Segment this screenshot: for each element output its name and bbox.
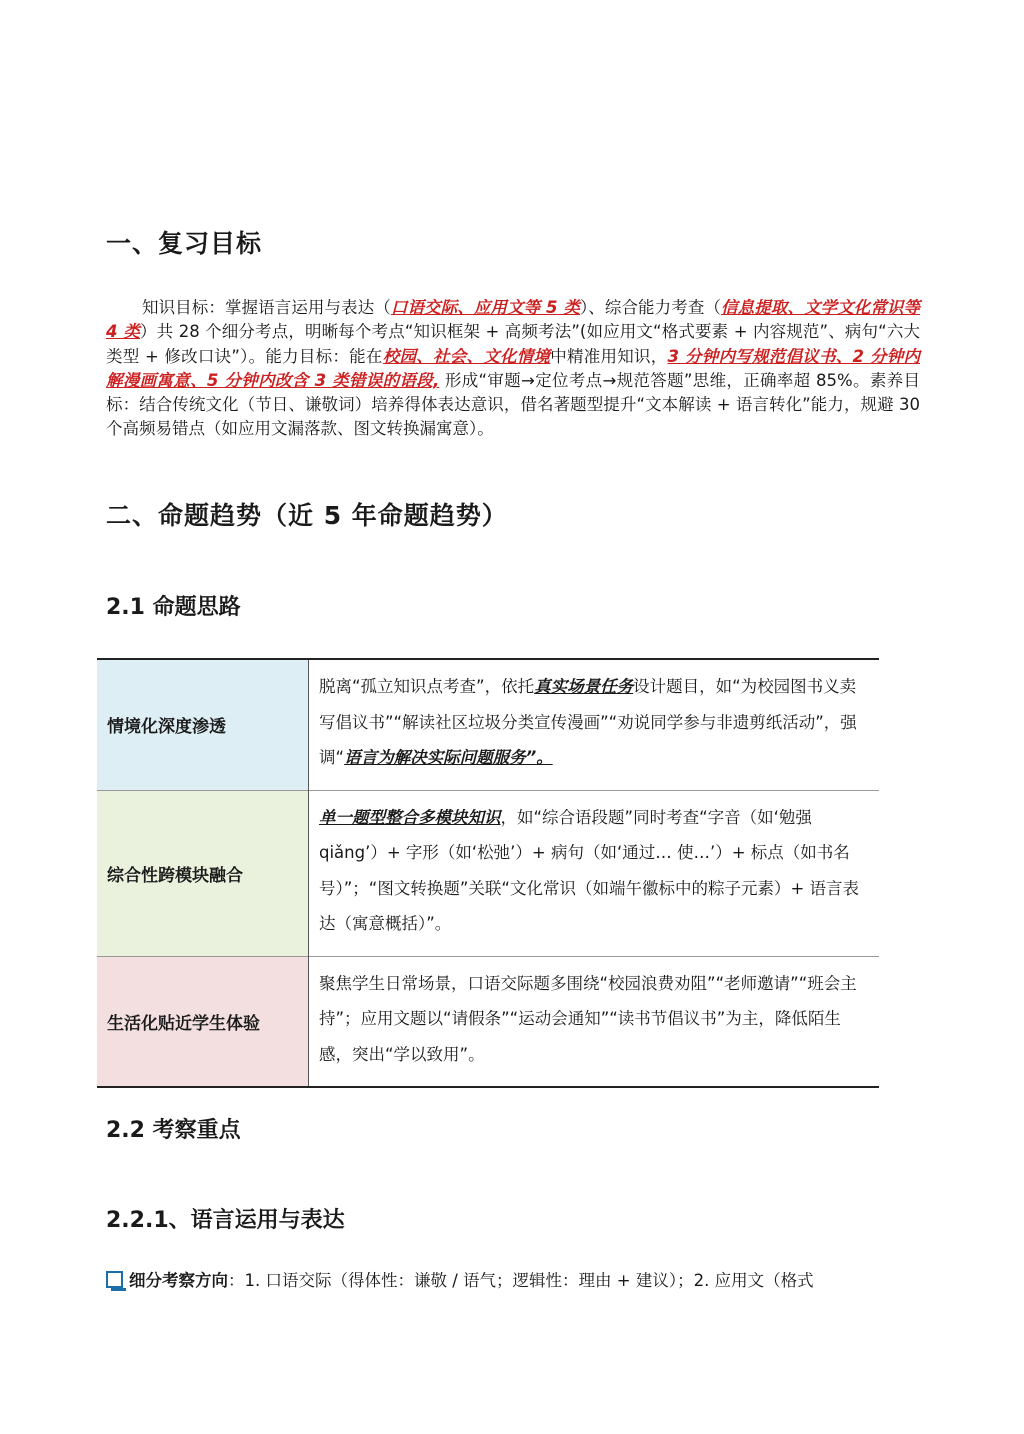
highlight-text: 信息提取、文学文化常识等 4 类 — [106, 298, 921, 342]
subsection-2-2-heading: 2.2 考察重点 — [106, 1118, 241, 1143]
row-content — [309, 790, 880, 956]
table-row — [97, 790, 879, 956]
body-text: 知识目标：掌握语言运用与表达（ — [142, 298, 391, 317]
body-text: 中精准用知识， — [550, 346, 668, 366]
proposition-ideas-table — [97, 658, 879, 1088]
highlight-text: 3 分钟内写规范倡议书、2 分钟内解漫画寓意、5 分钟内改含 3 类错误的语段, — [106, 346, 921, 390]
body-text: 脱离“孤立知识点考查”，依托 — [319, 677, 535, 696]
detail-text: ：1. 口语交际（得体性：谦敬 / 语气；逻辑性：理由 + 建议）；2. 应用文（格式 — [228, 1271, 814, 1290]
checkbox-icon — [106, 1271, 123, 1288]
emphasis-text: 真实场景任务 — [534, 677, 634, 696]
body-text: ）、综合能力考查（ — [579, 298, 722, 317]
review-goals-paragraph — [106, 296, 920, 442]
body-text: 形成“审题→定位考点→规范答题”思维，正确率超 85%。素养目标：结合传统文化（节日、谦敬词）培养得体表达意识，借名著题型提升“文本解读 + 语言转化”能力，规避 30 个高频易错点（如应用文漏落款、图文转换漏寓意）。 — [106, 370, 920, 439]
section-2-heading: 二、命题趋势（近 5 年命题趋势） — [106, 501, 508, 530]
highlight-text: 校园、社会、文化情境 — [382, 346, 551, 366]
body-text: ）共 28 个细分考点，明晰每个考点“知识框架 + 高频考法”(如应用文“格式要素 + 内容规范”、病句“六大类型 + 修改口诀”）。能力目标：能在 — [106, 322, 921, 366]
row-label: 情境化深度渗透 — [97, 659, 309, 790]
section-1-heading: 一、复习目标 — [106, 229, 263, 258]
body-text: 设计题目，如“为校园图书义卖写倡议书”“解读社区垃圾分类宣传漫画”“劝说同学参与非遗剪纸活动”，强调“ — [319, 677, 857, 767]
table-row — [97, 659, 879, 790]
row-content — [309, 659, 880, 790]
emphasis-text: 语言为解决实际问题服务”。 — [344, 748, 553, 767]
emphasis-text: 单一题型整合多模块知识 — [319, 807, 501, 827]
subsection-2-2-1-heading: 2.2.1、语言运用与表达 — [106, 1208, 345, 1233]
table-row — [97, 956, 879, 1087]
subsection-2-1-heading: 2.1 命题思路 — [106, 595, 241, 620]
detail-label: 细分考察方向 — [129, 1271, 228, 1290]
body-text: 聚焦学生日常场景，口语交际题多围绕“校园浪费劝阻”“老师邀请”“班会主持”；应用文题以“请假条”“运动会通知”“读书节倡议书”为主，降低陌生感，突出“学以致用”。 — [319, 973, 857, 1064]
row-content — [309, 956, 880, 1087]
row-label: 生活化贴近学生体验 — [97, 956, 309, 1087]
row-label: 综合性跨模块融合 — [97, 790, 309, 956]
body-text: ，如“综合语段题”同时考查“字音（如‘勉强 qiǎng’）+ 字形（如‘松弛’）+ 病句（如‘通过… 使…’）+ 标点（如书名号）”；“图文转换题”关联“文化常识（如端午徽标中的粽子元素）+ 语言表达（寓意概括）”。 — [319, 807, 860, 933]
detail-directions — [106, 1266, 926, 1296]
highlight-text: 口语交际、应用文等 5 类 — [390, 298, 580, 317]
